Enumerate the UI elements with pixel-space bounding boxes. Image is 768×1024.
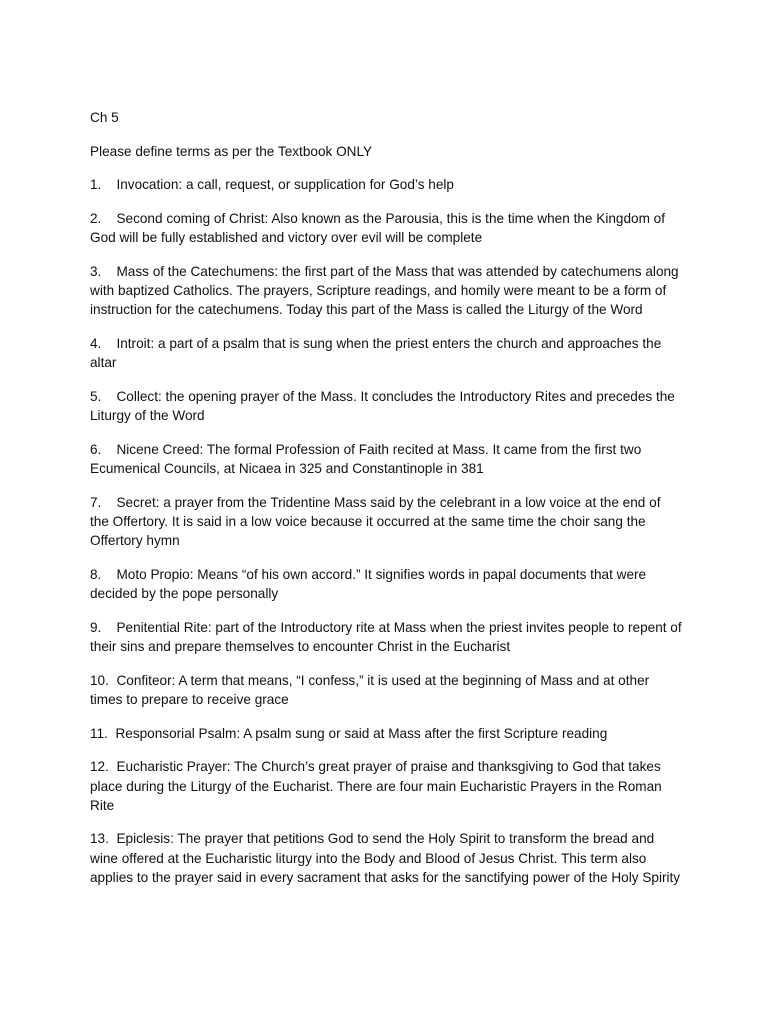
term-item-8: 8. Moto Propio: Means “of his own accord.” It signifies words in papal documents that were decided by the pope personally xyxy=(90,566,650,602)
instruction-text: Please define terms as per the Textbook ONLY xyxy=(90,143,373,159)
terms-list xyxy=(90,175,686,887)
term-item-7: 7. Secret: a prayer from the Tridentine Mass said by the celebrant in a low voice at the end of the Offertory. It is said in a low voice because it occurred at the same time the choir sang the Offertory hymn xyxy=(90,494,665,549)
term-item-3: 3. Mass of the Catechumens: the first part of the Mass that was attended by catechumens along with baptized Catholics. The prayers, Scripture readings, and homily were meant to be a form of instruction for the catechumens. Today this part of the Mass is called the Liturgy of the Word xyxy=(90,264,683,318)
term-item-12: 12. Eucharistic Prayer: The Church’s great prayer of praise and thanksgiving to God that takes place during the Liturgy of the Eucharist. There are four main Eucharistic Prayers in the Roman Rite xyxy=(90,759,666,813)
term-item-2: 2. Second coming of Christ: Also known as the Parousia, this is the time when the Kingdom of God will be fully established and victory over evil will be complete xyxy=(90,211,669,246)
term-item-11: 11. Responsorial Psalm: A psalm sung or said at Mass after the first Scripture reading xyxy=(90,725,608,741)
term-item-5: 5. Collect: the opening prayer of the Mass. It concludes the Introductory Rites and precedes the Liturgy of the Word xyxy=(90,389,679,424)
term-item-6: 6. Nicene Creed: The formal Profession of Faith recited at Mass. It came from the first two Ecumenical Councils, at Nicaea in 325 and Constantinople in 381 xyxy=(90,441,646,477)
chapter-heading: Ch 5 xyxy=(90,110,119,125)
term-item-10: 10. Confiteor: A term that means, “I confess,” it is used at the beginning of Mass and at other times to prepare to receive grace xyxy=(90,672,653,707)
term-item-13: 13. Epiclesis: The prayer that petitions God to send the Holy Spirit to transform the bread and wine offered at the Eucharistic liturgy into the Body and Blood of Jesus Christ. This term also applies to the prayer said in every sacrament that asks for the sanctifying power of the Holy Spirity xyxy=(90,831,681,885)
term-item-4: 4. Introit: a part of a psalm that is sung when the priest enters the church and approaches the altar xyxy=(90,336,666,371)
term-item-9: 9. Penitential Rite: part of the Introductory rite at Mass when the priest invites people to repent of their sins and prepare themselves to encounter Christ in the Eucharist xyxy=(90,619,686,655)
term-item-1: 1. Invocation: a call, request, or supplication for God’s help xyxy=(90,177,454,193)
